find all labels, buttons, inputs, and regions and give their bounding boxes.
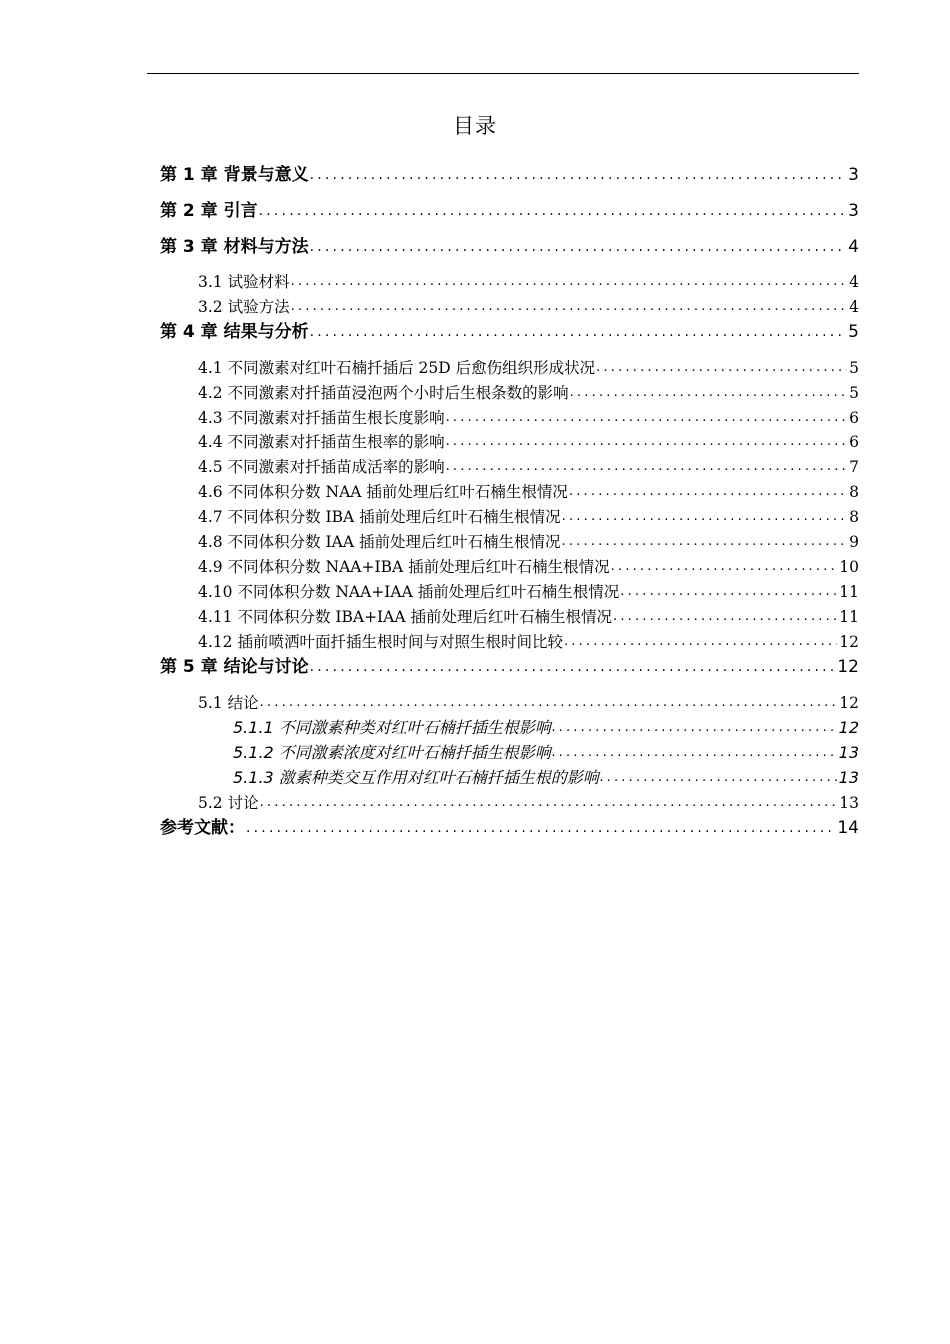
toc-page-number: 7 [849,458,859,476]
toc-page-number: 8 [849,483,859,501]
toc-entry-4-2[interactable] [198,381,859,405]
toc-page-number: 4 [849,298,859,316]
toc-page-number: 9 [849,533,859,551]
toc-entry-5-1-3[interactable] [233,766,859,790]
toc-entry-3-1[interactable] [198,270,859,294]
toc-entry-label: 4.2 不同激素对扦插苗浸泡两个小时后生根条数的影响 [198,384,569,402]
dot-leader [569,480,847,504]
dot-leader [310,655,836,679]
toc-entry-label: 4.1 不同激素对红叶石楠扦插后 25D 后愈伤组织形成状况 [198,359,596,377]
toc-page-number: 13 [839,794,859,812]
dot-leader [596,356,847,380]
toc-page-number: 12 [839,633,859,651]
toc-entry-label: 4.7 不同体积分数 IBA 插前处理后红叶石楠生根情况 [198,508,561,526]
dot-leader [552,716,837,740]
toc-page-number: 11 [839,583,859,601]
toc-page-number: 5 [848,322,859,342]
toc-entry-4-11[interactable] [198,605,859,629]
toc-entry-label: 5.2 讨论 [198,794,259,812]
toc-entry-label: 4.4 不同激素对扦插苗生根率的影响 [198,433,445,451]
dot-leader [310,320,847,344]
dot-leader [561,530,847,554]
toc-entry-label: 参考文献： [160,818,245,838]
toc-entry-label: 5.1.2 不同激素浓度对红叶石楠扦插生根影响 [233,743,551,762]
dot-leader [611,555,838,579]
dot-leader [291,270,848,294]
toc-page-number: 14 [837,818,859,838]
toc-entry-label: 4.6 不同体积分数 NAA 插前处理后红叶石楠生根情况 [198,483,568,501]
toc-entry-label: 4.9 不同体积分数 NAA+IBA 插前处理后红叶石楠生根情况 [198,558,610,576]
toc-entry-4-6[interactable] [198,480,859,504]
toc-page-number: 6 [849,409,859,427]
toc-entry-5-1[interactable] [198,691,859,715]
toc-page-number: 12 [837,657,859,677]
toc-page-number: 4 [848,237,859,257]
dot-leader [446,406,848,430]
toc-entry-4-9[interactable] [198,555,859,579]
dot-leader [600,766,837,790]
toc-entry-label: 4.12 插前喷洒叶面扦插生根时间与对照生根时间比较 [198,633,563,651]
toc-entry-chapter-4[interactable] [160,320,859,344]
toc-entry-label: 4.11 不同体积分数 IBA+IAA 插前处理后红叶石楠生根情况 [198,608,612,626]
toc-entry-label: 第 3 章 材料与方法 [160,237,309,257]
dot-leader [246,816,835,840]
dot-leader [310,235,847,259]
dot-leader [552,741,837,765]
dot-leader [570,381,848,405]
toc-entry-label: 4.5 不同激素对扦插苗成活率的影响 [198,458,445,476]
toc-entry-references[interactable] [160,816,859,840]
toc-entry-chapter-5[interactable] [160,655,859,679]
dot-leader [310,163,847,187]
toc-entry-4-5[interactable] [198,455,859,479]
toc-entry-5-1-1[interactable] [233,716,859,740]
dot-leader [259,199,847,223]
toc-entry-chapter-2[interactable] [160,199,859,223]
toc-entry-4-3[interactable] [198,406,859,430]
toc-entry-label: 第 4 章 结果与分析 [160,322,309,342]
toc-page-number: 12 [838,718,859,737]
toc-page-number: 3 [848,201,859,221]
dot-leader [564,630,837,654]
toc-entry-label: 3.1 试验材料 [198,273,290,291]
dot-leader [291,295,848,319]
toc-page-number: 8 [849,508,859,526]
toc-page-number: 12 [839,694,859,712]
toc-page-number: 13 [838,768,859,787]
toc-entry-label: 4.8 不同体积分数 IAA 插前处理后红叶石楠生根情况 [198,533,561,551]
toc-entry-label: 第 1 章 背景与意义 [160,165,309,185]
toc-title: 目录 [453,114,497,138]
toc-entry-label: 第 2 章 引言 [160,201,258,221]
toc-entry-4-7[interactable] [198,505,859,529]
toc-entry-3-2[interactable] [198,295,859,319]
dot-leader [620,580,837,604]
toc-entry-label: 4.3 不同激素对扦插苗生根长度影响 [198,409,445,427]
dot-leader [446,430,848,454]
toc-entry-4-10[interactable] [198,580,859,604]
dot-leader [613,605,837,629]
toc-entry-5-1-2[interactable] [233,741,859,765]
toc-entry-chapter-1[interactable] [160,163,859,187]
toc-entry-label: 3.2 试验方法 [198,298,290,316]
toc-entry-label: 4.10 不同体积分数 NAA+IAA 插前处理后红叶石楠生根情况 [198,583,620,601]
toc-entry-4-4[interactable] [198,430,859,454]
toc-page-number: 10 [839,558,859,576]
dot-leader [446,455,848,479]
toc-page-number: 11 [839,608,859,626]
toc-page-number: 4 [849,273,859,291]
toc-entry-chapter-3[interactable] [160,235,859,259]
toc-entry-4-1[interactable] [198,356,859,380]
dot-leader [260,691,838,715]
toc-entry-label: 5.1.3 激素种类交互作用对红叶石楠扦插生根的影响 [233,768,599,787]
toc-entry-label: 5.1 结论 [198,694,259,712]
toc-page-number: 5 [849,359,859,377]
toc-entry-label: 5.1.1 不同激素种类对红叶石楠扦插生根影响 [233,718,551,737]
toc-entry-5-2[interactable] [198,791,859,815]
toc-page-number: 5 [849,384,859,402]
dot-leader [562,505,847,529]
toc-entry-4-12[interactable] [198,630,859,654]
toc-page-number: 6 [849,433,859,451]
toc-entry-4-8[interactable] [198,530,859,554]
dot-leader [260,791,838,815]
toc-page-number: 13 [838,743,859,762]
toc-entry-label: 第 5 章 结论与讨论 [160,657,309,677]
toc-page-number: 3 [848,165,859,185]
